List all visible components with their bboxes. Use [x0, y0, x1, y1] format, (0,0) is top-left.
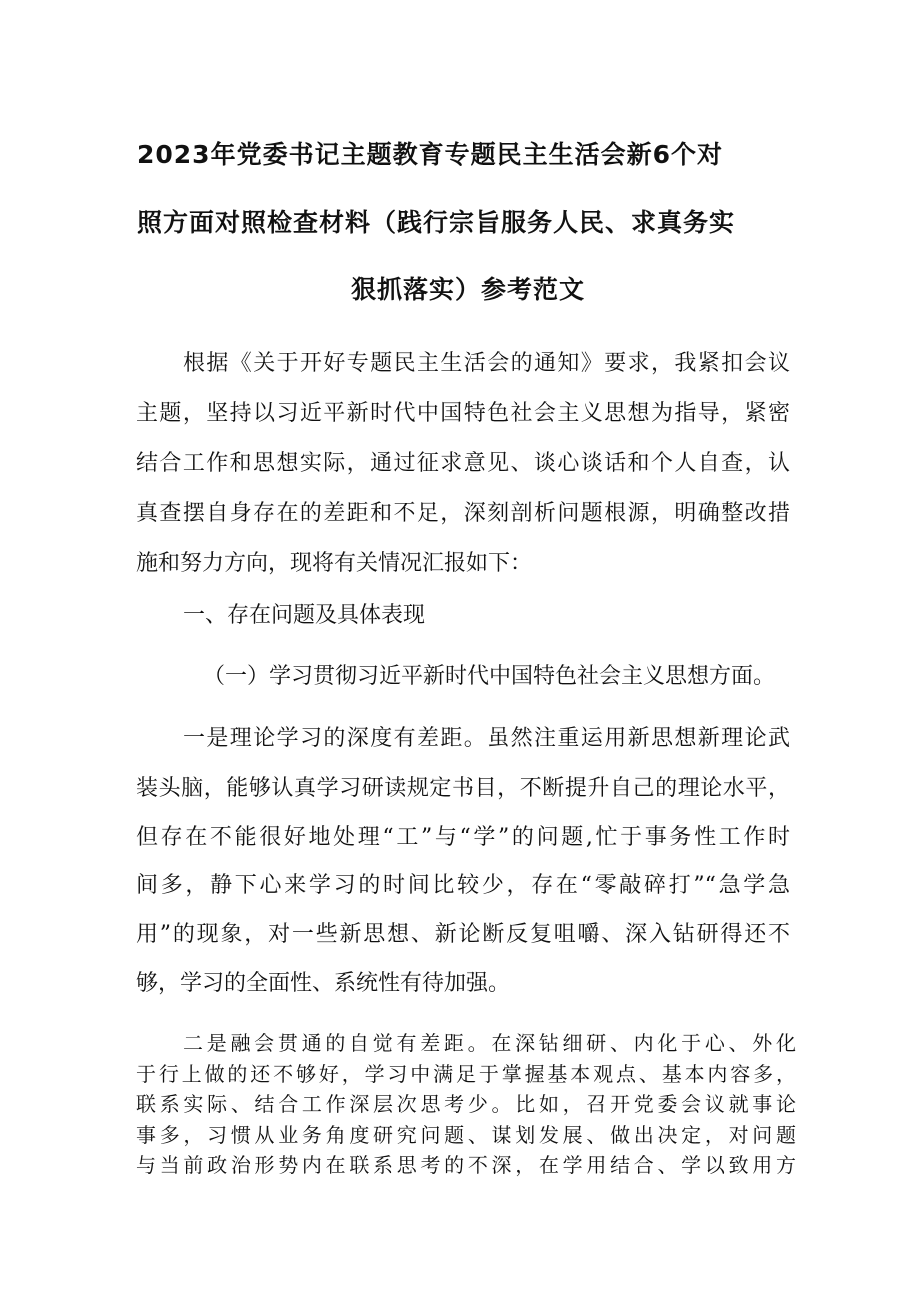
paragraph2-line-3: 联系实际、结合工作深层次思考少。比如，召开党委会议就事论 [136, 1092, 796, 1116]
document-title-line-1: 2023年党委书记主题教育专题民主生活会新6个对 [137, 140, 723, 169]
paragraph2-line-2: 于行上做的还不够好，学习中满足于掌握基本观点、基本内容多， [136, 1062, 796, 1086]
document-title-line-2: 照方面对照检查材料（践行宗旨服务人民、求真务实 [137, 208, 736, 237]
paragraph2-line-4: 事多，习惯从业务角度研究问题、谋划发展、做出决定，对问题 [136, 1123, 796, 1147]
paragraph2-line-1: 二是融会贯通的自觉有差距。在深钻细研、内化于心、外化 [183, 1031, 796, 1055]
paragraph1-line-4: 间多，静下心来学习的时间比较少，存在“零敲碎打”“急学急 [136, 873, 790, 898]
paragraph1-line-6: 够，学习的全面性、系统性有待加强。 [136, 971, 511, 996]
paragraph1-line-2: 装头脑，能够认真学习研读规定书目，不断提升自己的理论水平， [136, 776, 790, 801]
paragraph1-line-5: 用”的现象，对一些新思想、新论断反复咀嚼、深入钻研得还不 [136, 922, 790, 947]
intro-line-4: 真查摆自身存在的差距和不足，深刻剖析问题根源，明确整改措 [136, 501, 790, 526]
intro-line-5: 施和努力方向，现将有关情况汇报如下： [136, 551, 533, 576]
intro-line-3: 结合工作和思想实际，通过征求意见、谈心谈话和个人自查，认 [136, 451, 790, 476]
document-title-line-3: 狠抓落实）参考范文 [351, 275, 586, 304]
intro-line-2: 主题，坚持以习近平新时代中国特色社会主义思想为指导，紧密 [136, 401, 790, 426]
paragraph1-line-3: 但存在不能很好地处理“工”与“学”的问题,忙于事务性工作时 [136, 825, 790, 850]
paragraph1-line-1: 一是理论学习的深度有差距。虽然注重运用新思想新理论武 [183, 726, 790, 751]
subsection-heading: （一）学习贯彻习近平新时代中国特色社会主义思想方面。 [203, 664, 776, 689]
section-heading: 一、存在问题及具体表现 [183, 603, 426, 628]
intro-line-1: 根据《关于开好专题民主生活会的通知》要求，我紧扣会议 [183, 351, 790, 376]
paragraph2-line-5: 与当前政治形势内在联系思考的不深，在学用结合、学以致用方 [136, 1153, 796, 1177]
